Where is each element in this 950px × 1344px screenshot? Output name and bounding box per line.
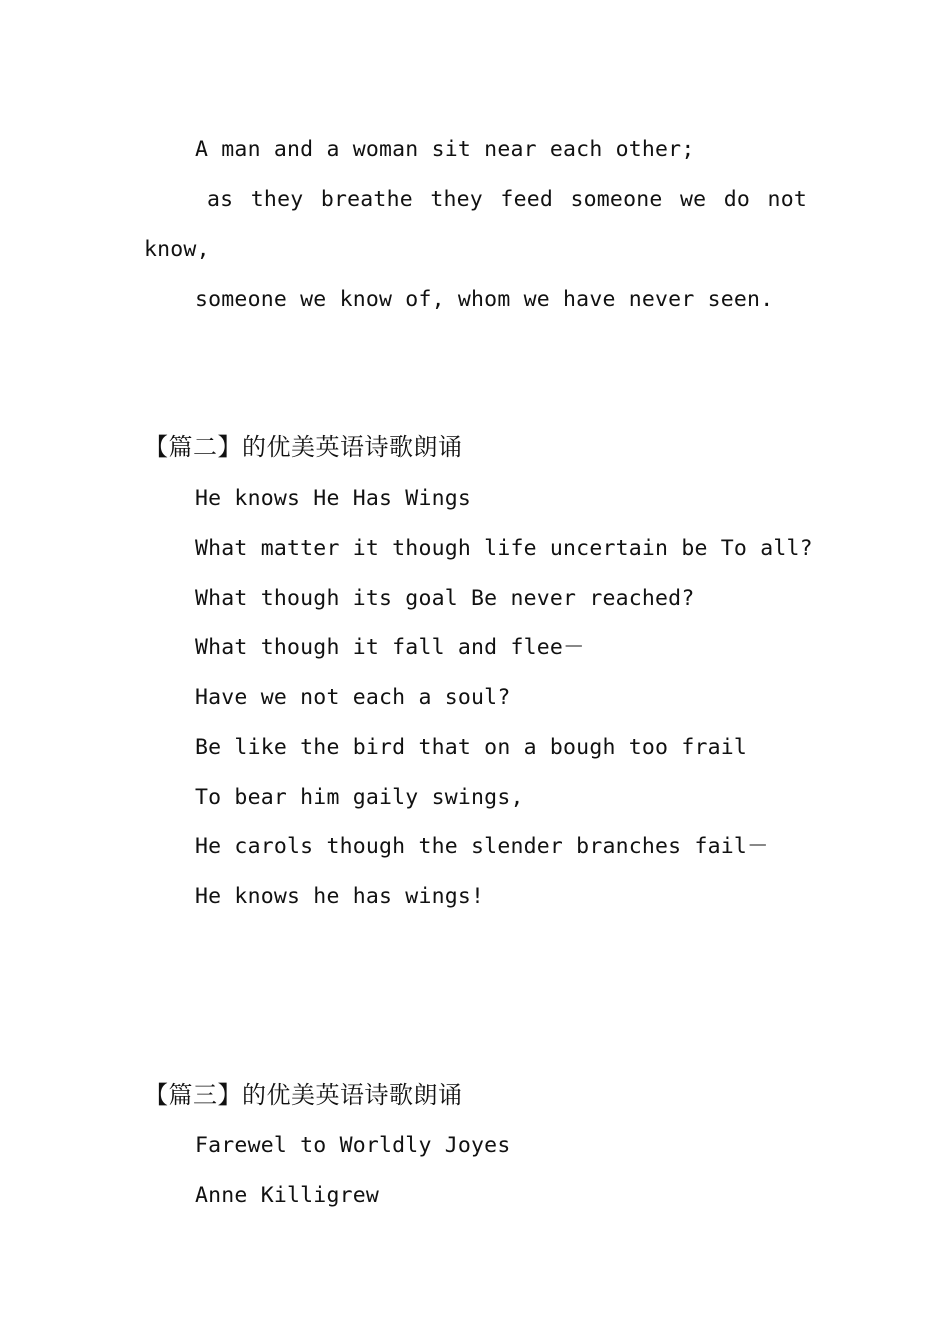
poem-line: Have we not each a soul? xyxy=(195,685,511,710)
poem-line: What though its goal Be never reached? xyxy=(195,586,695,611)
poem-line: What matter it though life uncertain be To all? xyxy=(195,536,813,561)
poem-line: A man and a woman sit near each other; xyxy=(195,137,695,162)
poem-title: Farewel to Worldly Joyes xyxy=(195,1133,511,1158)
poem-title: He knows He Has Wings xyxy=(195,486,472,511)
poem-line: know, xyxy=(144,237,210,262)
section-heading: 【篇二】的优美英语诗歌朗诵 xyxy=(144,433,463,461)
poem-line: He knows he has wings! xyxy=(195,884,485,909)
poem-line: as they breathe they feed someone we do not xyxy=(207,187,807,212)
poem-author: Anne Killigrew xyxy=(195,1183,380,1208)
poem-line: someone we know of, whom we have never seen. xyxy=(195,287,774,312)
section-heading: 【篇三】的优美英语诗歌朗诵 xyxy=(144,1081,463,1109)
poem-line: To bear him gaily swings, xyxy=(195,785,524,810)
poem-line: Be like the bird that on a bough too frail xyxy=(195,735,748,760)
poem-line: What though it fall and flee－ xyxy=(195,635,585,660)
poem-line: He carols though the slender branches fail－ xyxy=(195,834,769,859)
